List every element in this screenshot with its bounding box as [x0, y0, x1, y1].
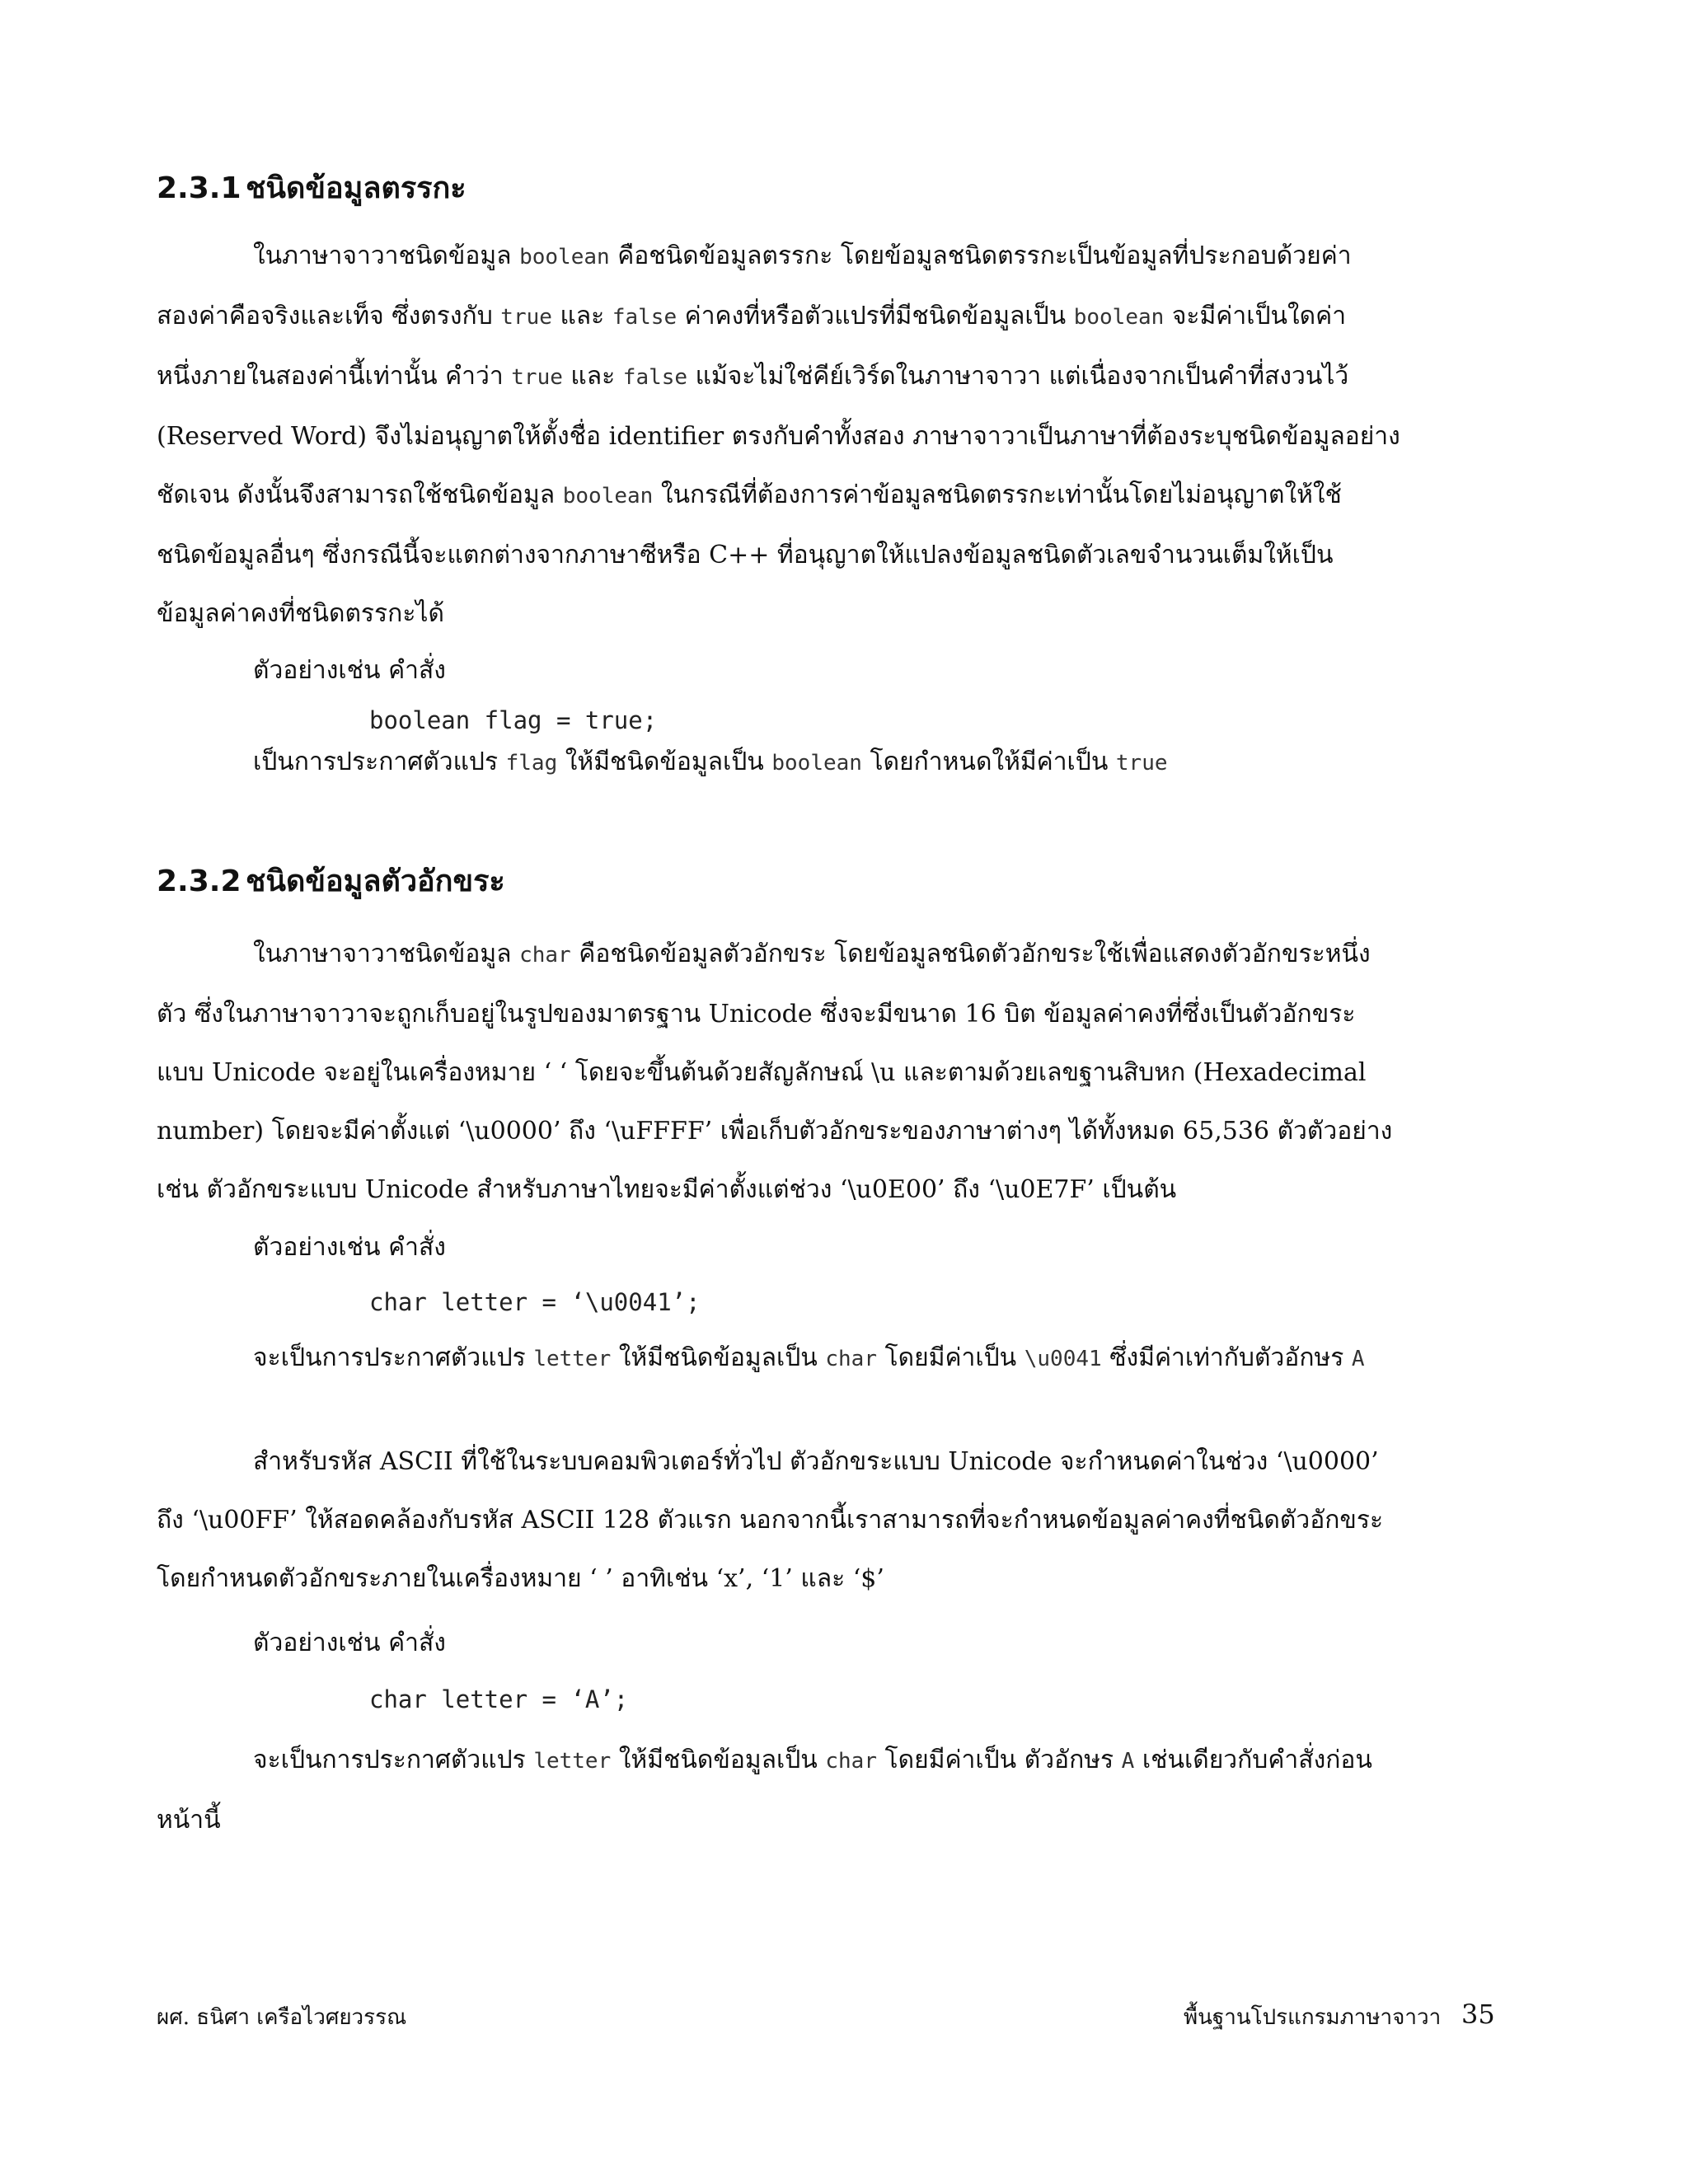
inline-code: \u0041 — [1024, 1347, 1102, 1371]
text-run: คือชนิดข้อมูลตรรกะ โดยข้อมูลชนิดตรรกะเป็นข้อมูลที่ประกอบด้วยค่า — [609, 241, 1352, 270]
inline-code: A — [1351, 1347, 1365, 1371]
inline-code: char — [519, 943, 571, 968]
text-run: คือชนิดข้อมูลตัวอักขระ โดยข้อมูลชนิดตัวอักขระใช้เพื่อแสดงตัวอักขระหนึ่ง — [570, 940, 1371, 968]
section-title: ชนิดข้อมูลตัวอักขระ — [246, 865, 505, 898]
text-run: เช่น ตัวอักขระแบบ Unicode สำหรับภาษาไทยจะมีค่าตั้งแต่ช่วง ‘\u0E00’ ถึง ‘\u0E7F’ เป็นต้น — [157, 1175, 1177, 1204]
text-run: number) โดยจะมีค่าตั้งแต่ ‘\u0000’ ถึง ‘\uFFFF’ เพื่อเก็บตัวอักขระของภาษาต่างๆ ได้ทั้งหมด 65,536 ตัวตัวอย่าง — [157, 1117, 1393, 1146]
text-run: สำหรับรหัส ASCII ที่ใช้ในระบบคอมพิวเตอร์ทั่วไป ตัวอักขระแบบ Unicode จะกำหนดค่าในช่วง ‘\u0000’ — [253, 1447, 1379, 1476]
text-line — [157, 1102, 1533, 1160]
inline-code: letter — [533, 1749, 612, 1774]
text-run: โดยมีค่าเป็น — [876, 1343, 1025, 1372]
text-line — [157, 1160, 1533, 1219]
text-run: ให้มีชนิดข้อมูลเป็น — [611, 1746, 826, 1774]
text-run: และ — [562, 362, 623, 391]
section-title: ชนิดข้อมูลตรรกะ — [246, 171, 467, 205]
text-run: แบบ Unicode จะอยู่ในเครื่องหมาย ‘ ‘ โดยจะขึ้นต้นด้วยสัญลักษณ์ \u และตามด้วยเลขฐานสิบหก (Hexadecimal — [157, 1058, 1367, 1087]
code-explanation — [157, 1333, 1533, 1384]
code-explanation — [157, 1731, 1533, 1849]
text-run: ให้มีชนิดข้อมูลเป็น — [557, 748, 772, 776]
inline-code: char — [825, 1347, 877, 1371]
section-2-paragraph-2 — [157, 1432, 1533, 1608]
footer-author: ผศ. ธนิศา เครือไวศยวรรณ — [157, 2005, 407, 2030]
section-heading-2-3-2 — [157, 862, 505, 902]
text-run: หนึ่งภายในสองค่านี้เท่านั้น คำว่า — [157, 362, 512, 391]
text-line — [157, 1731, 1533, 1791]
text-line — [157, 407, 1533, 466]
inline-code: boolean — [519, 245, 610, 269]
text-run: และ — [551, 302, 612, 330]
example-label: ตัวอย่างเช่น คำสั่ง — [253, 656, 446, 685]
inline-code: true — [1115, 751, 1168, 776]
inline-code: A — [1121, 1749, 1135, 1774]
code-sample: char letter = ‘\u0041’; — [369, 1288, 701, 1316]
text-run: เช่นเดียวกับคำสั่งก่อน — [1134, 1746, 1372, 1774]
text-run: หน้านี้ — [157, 1806, 221, 1835]
text-run: ถึง ‘\u00FF’ ให้สอดคล้องกับรหัส ASCII 128 ตัวแรก นอกจากนี้เราสามารถที่จะกำหนดข้อมูลค่าคงที่ชนิดตัวอักขระ — [157, 1506, 1384, 1535]
text-line — [157, 1043, 1533, 1102]
section-heading-2-3-1 — [157, 169, 467, 209]
text-run: ให้มีชนิดข้อมูลเป็น — [611, 1343, 826, 1372]
text-run: สองค่าคือจริงและเท็จ ซึ่งตรงกับ — [157, 302, 501, 330]
code-sample: boolean flag = true; — [369, 706, 658, 734]
text-line — [157, 985, 1533, 1043]
text-run: ชนิดข้อมูลอื่นๆ ซึ่งกรณีนี้จะแตกต่างจากภาษาซีหรือ C++ ที่อนุญาตให้แปลงข้อมูลชนิดตัวเลขจำนวนเต็มให้เป็น — [157, 541, 1334, 569]
text-run: ซึ่งมีค่าเท่ากับตัวอักษร — [1101, 1343, 1352, 1372]
text-run: แม้จะไม่ใช่คีย์เวิร์ดในภาษาจาวา แต่เนื่องจากเป็นคำที่สงวนไว้ — [687, 362, 1349, 391]
section-number: 2.3.2 — [157, 865, 241, 898]
text-run: ค่าคงที่หรือตัวแปรที่มีชนิดข้อมูลเป็น — [677, 302, 1074, 330]
inline-code: false — [612, 305, 678, 330]
page-number: 35 — [1461, 1999, 1495, 2030]
text-line — [157, 584, 1533, 643]
inline-code: char — [825, 1749, 877, 1774]
text-run: ในภาษาจาวาชนิดข้อมูล — [253, 940, 520, 968]
text-line — [157, 1549, 1533, 1608]
text-run: ในภาษาจาวาชนิดข้อมูล — [253, 241, 520, 270]
text-run: จะมีค่าเป็นใดค่า — [1164, 302, 1347, 330]
text-run: ข้อมูลค่าคงที่ชนิดตรรกะได้ — [157, 599, 444, 628]
text-run: โดยกำหนดให้มีค่าเป็น — [861, 748, 1116, 776]
example-label: ตัวอย่างเช่น คำสั่ง — [253, 1233, 446, 1262]
text-line — [157, 738, 1533, 788]
inline-code: true — [511, 365, 563, 390]
text-run: จะเป็นการประกาศตัวแปร — [253, 1746, 534, 1774]
section-number: 2.3.1 — [157, 171, 241, 205]
inline-code: letter — [533, 1347, 612, 1371]
text-line — [157, 526, 1533, 584]
text-run: จะเป็นการประกาศตัวแปร — [253, 1343, 534, 1372]
inline-code: boolean — [771, 751, 862, 776]
text-run: ชัดเจน ดังนั้นจึงสามารถใช้ชนิดข้อมูล — [157, 480, 563, 509]
text-run: ตัว ซึ่งในภาษาจาวาจะถูกเก็บอยู่ในรูปของมาตรฐาน Unicode ซึ่งจะมีขนาด 16 บิต ข้อมูลค่าคงที่ซึ่งเป็นตัวอักขระ — [157, 1000, 1356, 1029]
text-line — [157, 227, 1533, 287]
inline-code: boolean — [562, 484, 654, 509]
section-2-paragraph — [157, 925, 1533, 1219]
code-sample: char letter = ‘A’; — [369, 1685, 629, 1713]
inline-code: flag — [505, 751, 558, 776]
text-line — [157, 466, 1533, 526]
footer-book-title: พื้นฐานโปรแกรมภาษาจาวา — [1184, 2005, 1442, 2030]
text-line — [157, 347, 1533, 407]
inline-code: boolean — [1073, 305, 1165, 330]
text-line — [157, 1491, 1533, 1549]
example-label: ตัวอย่างเช่น คำสั่ง — [253, 1629, 446, 1657]
text-run: โดยกำหนดตัวอักขระภายในเครื่องหมาย ‘ ’ อาทิเช่น ‘x’, ‘1’ และ ‘$’ — [157, 1564, 884, 1593]
text-run: (Reserved Word) จึงไม่อนุญาตให้ตั้งชื่อ identifier ตรงกับคำทั้งสอง ภาษาจาวาเป็นภาษาที่ต้องระบุชนิดข้อมูลอย่าง — [157, 422, 1400, 451]
text-run: ในกรณีที่ต้องการค่าข้อมูลชนิดตรรกะเท่านั้นโดยไม่อนุญาตให้ใช้ — [653, 480, 1342, 509]
text-run: เป็นการประกาศตัวแปร — [253, 748, 506, 776]
text-line — [157, 287, 1533, 347]
text-line — [157, 1333, 1533, 1384]
inline-code: true — [500, 305, 552, 330]
text-line — [157, 1432, 1533, 1491]
text-run: โดยมีค่าเป็น ตัวอักษร — [876, 1746, 1122, 1774]
inline-code: false — [622, 365, 688, 390]
section-1-paragraph — [157, 227, 1533, 643]
code-explanation — [157, 738, 1533, 788]
text-line — [157, 925, 1533, 985]
text-line — [157, 1791, 1533, 1849]
